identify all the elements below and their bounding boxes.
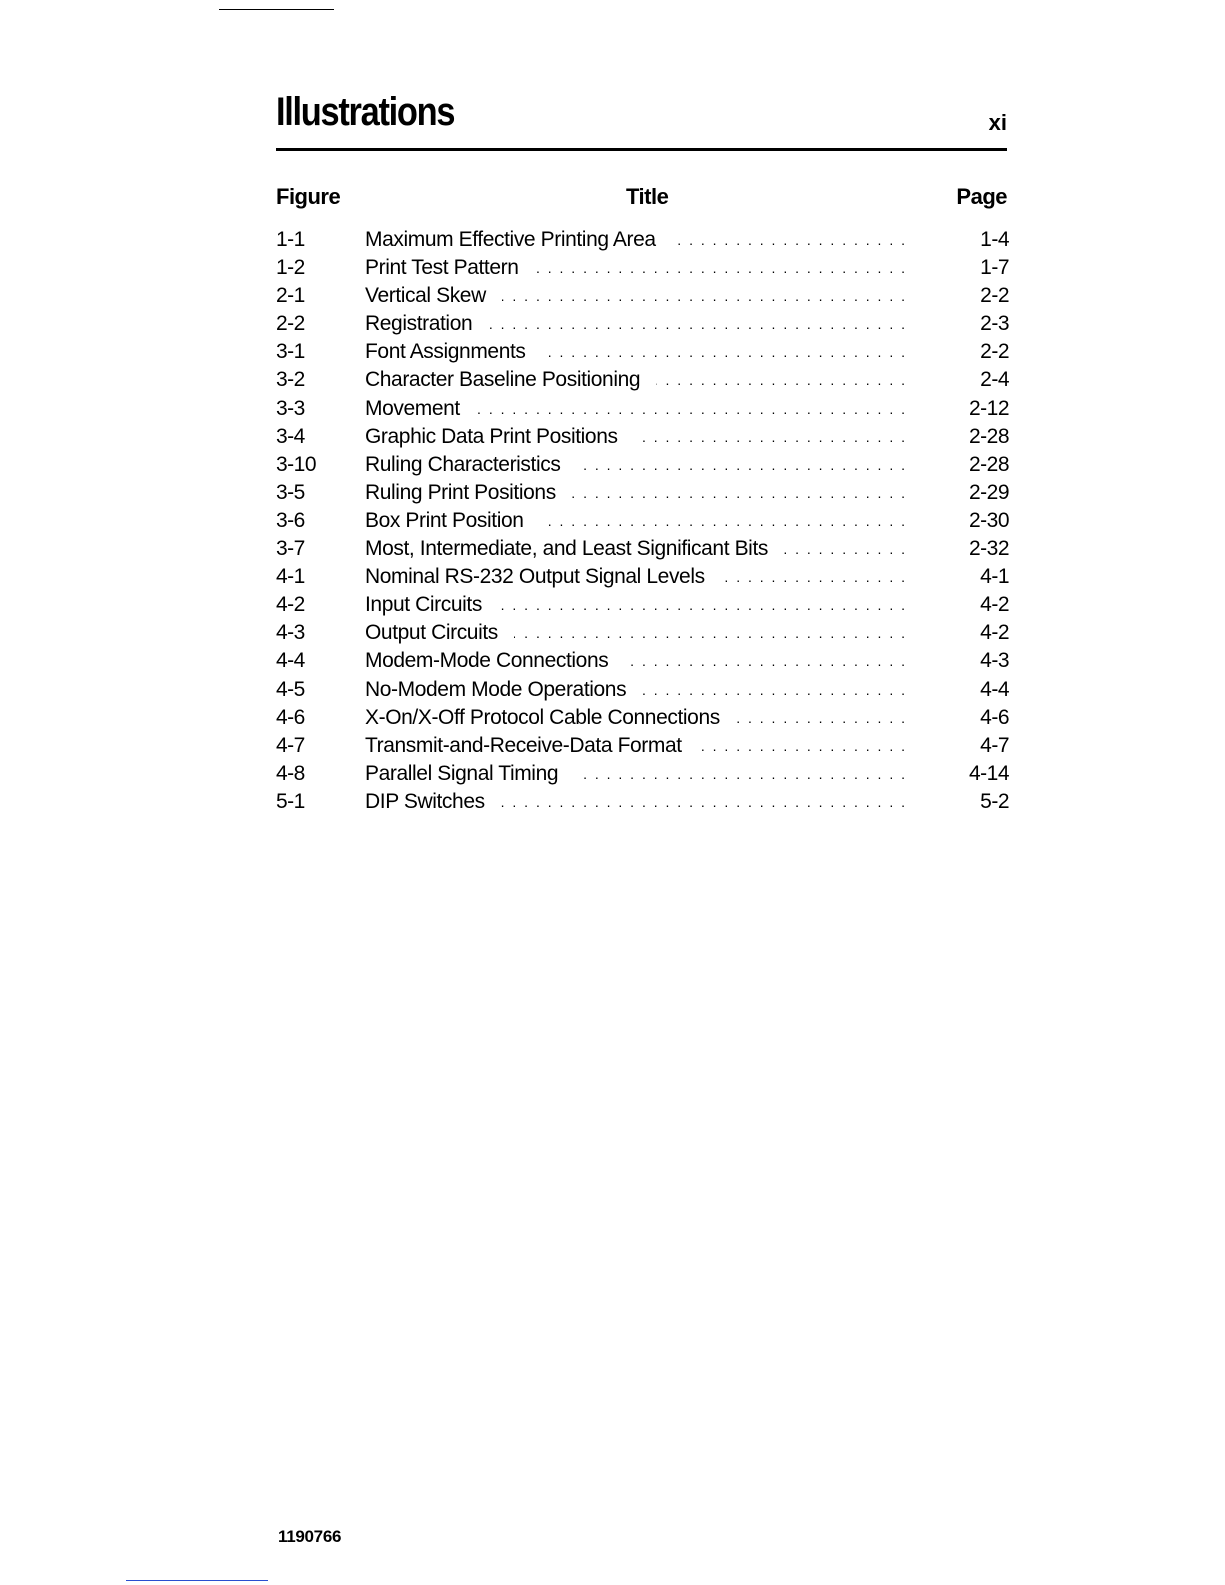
page-reference: 2-32 [968,537,1009,561]
figure-title: Font Assignments [365,340,542,363]
figure-title-leader [365,619,907,647]
figure-number: 3-6 [276,508,305,532]
figure-number: 4-3 [276,621,305,645]
illustrations-list [276,226,1009,816]
figure-title-leader [365,535,907,563]
list-item [276,535,1009,563]
figure-title-leader [365,704,907,732]
page-reference: 4-6 [980,705,1009,729]
page-reference: 2-29 [968,480,1009,504]
figure-number: 4-7 [276,733,305,757]
list-item [276,704,1009,732]
page-reference: 2-28 [968,424,1009,448]
figure-title: Most, Intermediate, and Least Significant Bits [365,537,784,560]
column-header-figure: Figure [276,184,341,209]
page-reference: 4-7 [980,733,1009,757]
document-number: 1190766 [278,1527,342,1546]
page-reference: 1-7 [980,256,1009,280]
figure-number: 2-1 [276,284,305,308]
page-number: xi [988,110,1007,135]
page-reference: 2-2 [980,340,1009,364]
list-item [276,310,1009,338]
figure-number: 3-2 [276,368,305,392]
figure-number: 5-1 [276,789,305,813]
page-reference: 4-4 [980,677,1009,701]
column-header-title: Title [626,184,669,209]
list-item [276,338,1009,366]
figure-title-leader [365,338,907,366]
bottom-rule [126,1580,268,1581]
list-item [276,788,1009,816]
list-item [276,563,1009,591]
page-reference: 2-3 [980,312,1009,336]
figure-title: No-Modem Mode Operations [365,678,642,701]
list-item [276,647,1009,675]
page-reference: 2-4 [980,368,1009,392]
figure-title-leader [365,226,907,254]
figure-title-leader [365,254,907,282]
figure-number: 4-6 [276,705,305,729]
figure-title-leader [365,591,907,619]
figure-number: 3-7 [276,537,305,561]
figure-title-leader [365,423,907,451]
figure-number: 1-2 [276,256,305,280]
figure-title: Ruling Print Positions [365,481,572,504]
figure-title-leader [365,282,907,310]
figure-title: Graphic Data Print Positions [365,425,634,448]
list-item [276,591,1009,619]
page-title: Illustrations [276,90,455,134]
list-item [276,254,1009,282]
figure-title: X-On/X-Off Protocol Cable Connections [365,706,736,729]
column-header-page: Page [956,184,1007,209]
figure-title-leader [365,732,907,760]
figure-number: 3-5 [276,480,305,504]
figure-title: DIP Switches [365,790,501,813]
figure-title: Input Circuits [365,593,498,616]
figure-title: Maximum Effective Printing Area [365,228,672,251]
list-item [276,619,1009,647]
page-reference: 2-12 [968,396,1009,420]
figure-title: Registration [365,312,488,335]
figure-number: 4-2 [276,593,305,617]
figure-title-leader [365,451,907,479]
list-item [276,395,1009,423]
figure-title-leader [365,788,907,816]
list-item [276,366,1009,394]
title-rule [276,148,1007,151]
figure-title: Nominal RS-232 Output Signal Levels [365,565,721,588]
page-reference: 4-2 [980,593,1009,617]
list-item [276,226,1009,254]
figure-title: Ruling Characteristics [365,453,576,476]
page-reference: 2-2 [980,284,1009,308]
page-reference: 4-14 [968,761,1009,785]
figure-number: 4-1 [276,565,305,589]
figure-title: Output Circuits [365,621,514,644]
list-item [276,423,1009,451]
page-reference: 5-2 [980,789,1009,813]
figure-title-leader [365,676,907,704]
top-left-rule [219,9,334,10]
page-reference: 2-30 [968,508,1009,532]
figure-title: Parallel Signal Timing [365,762,574,785]
figure-number: 3-10 [276,452,317,476]
figure-title: Character Baseline Positioning [365,368,656,391]
figure-title: Transmit-and-Receive-Data Format [365,734,698,757]
list-item [276,479,1009,507]
figure-title-leader [365,395,907,423]
list-item [276,282,1009,310]
page-reference: 4-2 [980,621,1009,645]
figure-number: 1-1 [276,228,305,251]
figure-title-leader [365,366,907,394]
figure-number: 4-5 [276,677,305,701]
figure-title: Movement [365,397,476,420]
figure-number: 2-2 [276,312,305,336]
page-reference: 1-4 [980,228,1009,251]
list-item [276,507,1009,535]
page-reference: 2-28 [968,452,1009,476]
figure-title-leader [365,760,907,788]
figure-title: Box Print Position [365,509,540,532]
figure-title-leader [365,310,907,338]
list-item [276,451,1009,479]
figure-number: 4-4 [276,649,305,673]
list-item [276,676,1009,704]
figure-title-leader [365,647,907,675]
figure-title-leader [365,507,907,535]
figure-title-leader [365,563,907,591]
figure-title: Vertical Skew [365,284,502,307]
figure-title: Modem-Mode Connections [365,649,624,672]
page-reference: 4-3 [980,649,1009,673]
figure-title: Print Test Pattern [365,256,535,279]
figure-number: 3-4 [276,424,305,448]
list-item [276,760,1009,788]
page-reference: 4-1 [980,565,1009,589]
figure-title-leader [365,479,907,507]
figure-number: 3-3 [276,396,305,420]
list-item [276,732,1009,760]
figure-number: 4-8 [276,761,305,785]
figure-number: 3-1 [276,340,305,364]
